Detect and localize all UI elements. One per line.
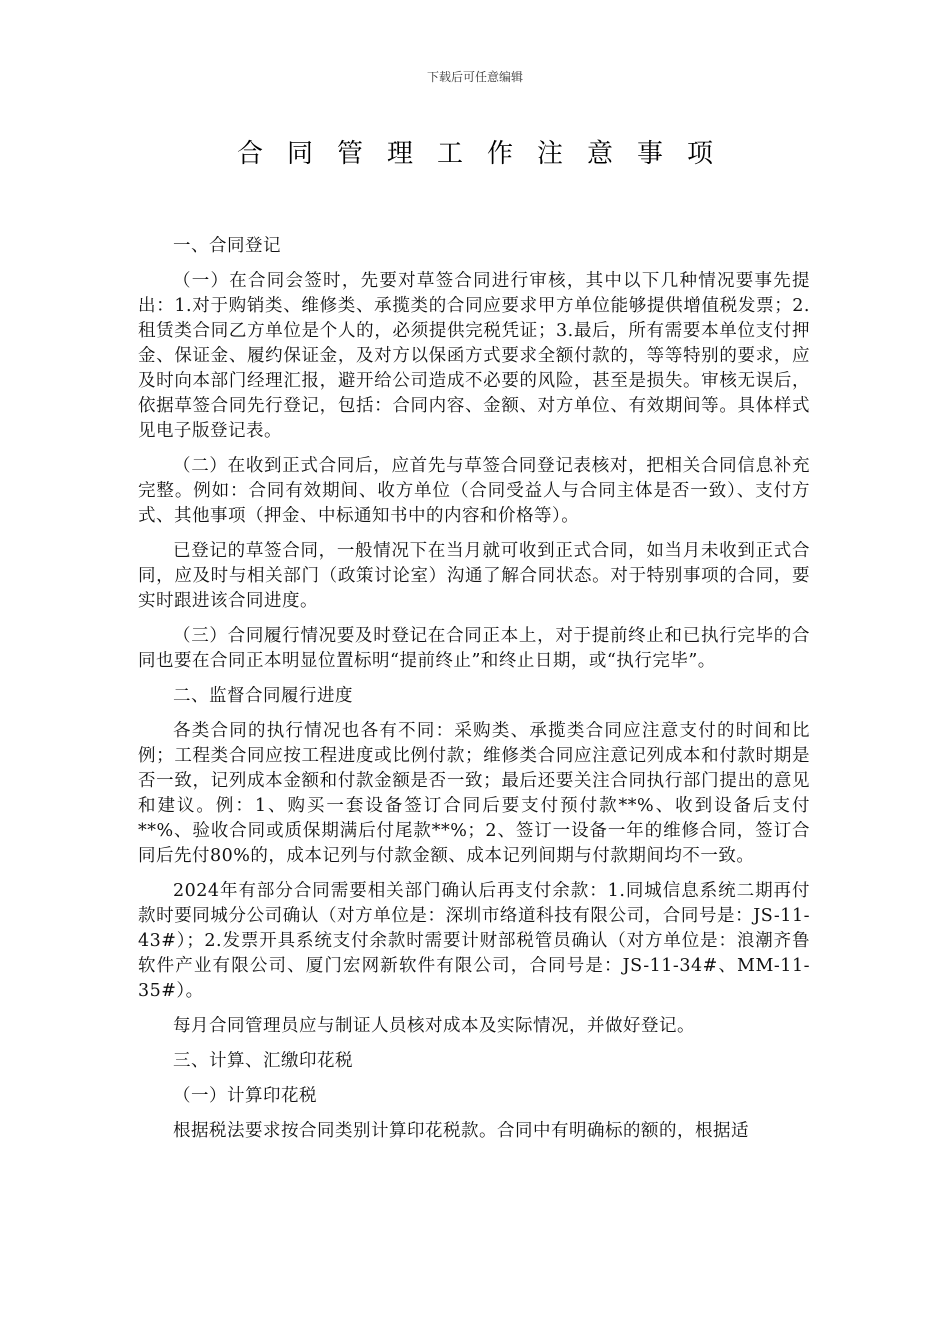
document-title: 合同管理工作注意事项 <box>236 139 737 169</box>
paragraph: 2024年有部分合同需要相关部门确认后再支付余款：1.同城信息系统二期再付款时要同城分公司确认（对方单位是：深圳市络道科技有限公司，合同号是：JS-11-43#）；2.发票开具系统支付余款时需要计财部税管员确认（对方单位是：浪潮齐鲁软件产业有限公司、厦门宏网新软件有限公司，合同号是：JS-11-34#、MM-11-35#）。 <box>138 881 810 1001</box>
subsection-heading-calc-stamp-tax: （一）计算印花税 <box>173 1086 317 1106</box>
paragraph: （二）在收到正式合同后，应首先与草签合同登记表核对，把相关合同信息补充完整。例如：合同有效期间、收方单位（合同受益人与合同主体是否一致）、支付方式、其他事项（押金、中标通知书中的内容和价格等）。 <box>138 456 810 526</box>
section-heading-contract-registration: 一、合同登记 <box>173 236 281 256</box>
paragraph: （三）合同履行情况要及时登记在合同正本上，对于提前终止和已执行完毕的合同也要在合同正本明显位置标明“提前终止”和终止日期，或“执行完毕”。 <box>138 626 810 671</box>
paragraph: 根据税法要求按合同类别计算印花税款。合同中有明确标的额的，根据适 <box>173 1121 749 1141</box>
section-heading-supervision: 二、监督合同履行进度 <box>173 686 353 706</box>
paragraph: 已登记的草签合同，一般情况下在当月就可收到正式合同，如当月未收到正式合同，应及时与相关部门（政策讨论室）沟通了解合同状态。对于特别事项的合同，要实时跟进该合同进度。 <box>138 541 810 611</box>
document-body <box>138 234 810 1154</box>
paragraph: 各类合同的执行情况也各有不同：采购类、承揽类合同应注意支付的时间和比例；工程类合同应按工程进度或比例付款；维修类合同应注意记列成本和付款时期是否一致，记列成本金额和付款金额是否一致；最后还要关注合同执行部门提出的意见和建议。例：1、购买一套设备签订合同后要支付预付款**%、收到设备后支付**%、验收合同或质保期满后付尾款**%；2、签订一设备一年的维修合同，签订合同后先付80%的，成本记列与付款金额、成本记列间期与付款期间均不一致。 <box>138 721 810 866</box>
header-note: 下载后可任意编辑 <box>426 70 523 84</box>
paragraph: （一）在合同会签时，先要对草签合同进行审核，其中以下几种情况要事先提出：1.对于购销类、维修类、承揽类的合同应要求甲方单位能够提供增值税发票；2.租赁类合同乙方单位是个人的，必须提供完税凭证；3.最后，所有需要本单位支付押金、保证金、履约保证金，及对方以保函方式要求全额付款的，等等特别的要求，应及时向本部门经理汇报，避开给公司造成不必要的风险，甚至是损失。审核无误后，依据草签合同先行登记，包括：合同内容、金额、对方单位、有效期间等。具体样式见电子版登记表。 <box>138 271 810 441</box>
section-heading-stamp-tax: 三、计算、汇缴印花税 <box>173 1051 353 1071</box>
paragraph: 每月合同管理员应与制证人员核对成本及实际情况，并做好登记。 <box>173 1016 695 1036</box>
